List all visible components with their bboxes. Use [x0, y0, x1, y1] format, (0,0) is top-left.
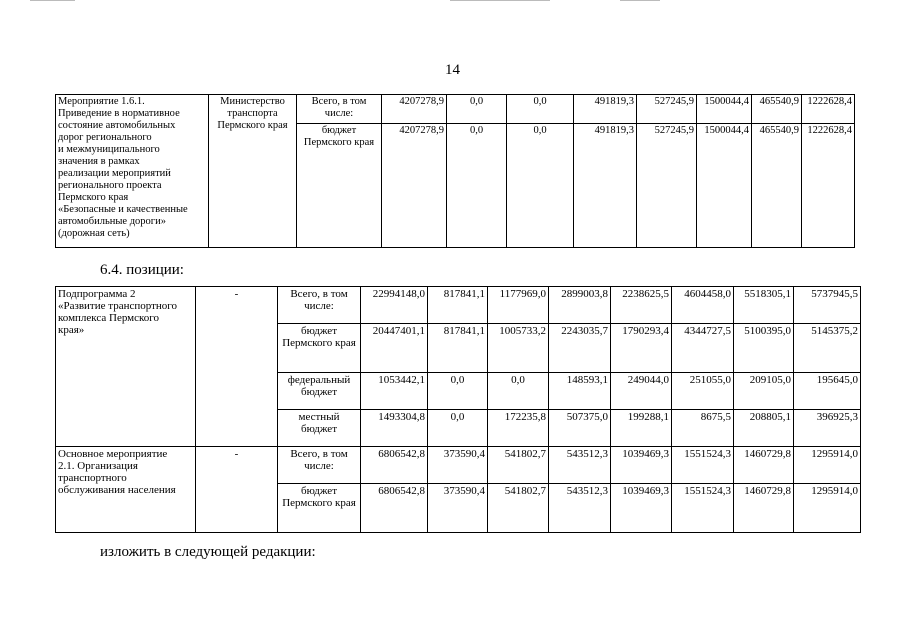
program-name-cell — [56, 287, 196, 447]
value-cell: 0,0 — [507, 124, 574, 248]
value-cell: 465540,9 — [752, 95, 802, 124]
value-cell: 527245,9 — [637, 95, 697, 124]
value-cell: 1039469,3 — [611, 484, 672, 533]
value-cell: 2243035,7 — [549, 324, 611, 373]
measure-name-line: дорог регионального — [58, 132, 152, 143]
value-cell: 527245,9 — [637, 124, 697, 248]
value-cell: 22994148,0 — [361, 287, 428, 324]
scan-artifact — [30, 0, 75, 1]
value-cell: 0,0 — [447, 124, 507, 248]
value-cell: 195645,0 — [794, 373, 861, 410]
value-cell: 541802,7 — [488, 447, 549, 484]
program-name-line: «Развитие транспортного — [58, 300, 178, 312]
value-cell: 6806542,8 — [361, 447, 428, 484]
value-cell: 1177969,0 — [488, 287, 549, 324]
value-cell: 4207278,9 — [382, 95, 447, 124]
page-number: 14 — [445, 62, 460, 78]
value-cell: 4604458,0 — [672, 287, 734, 324]
scan-artifact — [450, 0, 550, 1]
value-cell: 507375,0 — [549, 410, 611, 447]
value-cell: 4207278,9 — [382, 124, 447, 248]
program-name-line: комплекса Пермского — [58, 312, 160, 324]
measure-name-line: «Безопасные и качественные — [58, 204, 188, 215]
measure-name-line: 2.1. Организация — [58, 460, 138, 472]
value-cell: 817841,1 — [428, 324, 488, 373]
scan-artifact — [620, 0, 660, 1]
measure-name-line: обслуживания населения — [58, 484, 176, 496]
value-cell: 543512,3 — [549, 447, 611, 484]
value-cell: 1053442,1 — [361, 373, 428, 410]
value-cell: 148593,1 — [549, 373, 611, 410]
executor-line: Министерство — [220, 96, 285, 107]
value-cell: 1039469,3 — [611, 447, 672, 484]
measure-name-line: Приведение в нормативное — [58, 108, 180, 119]
value-cell: 172235,8 — [488, 410, 549, 447]
value-cell: 2899003,8 — [549, 287, 611, 324]
footer-text: изложить в следующей редакции: — [100, 544, 316, 560]
value-cell: 5145375,2 — [794, 324, 861, 373]
value-cell: 491819,3 — [574, 124, 637, 248]
value-cell: 1222628,4 — [802, 95, 855, 124]
value-cell: 1460729,8 — [734, 484, 794, 533]
measure-name-line: значения в рамках — [58, 156, 140, 167]
measure-1-6-1-table — [55, 94, 855, 248]
value-cell: 0,0 — [428, 410, 488, 447]
value-cell: 4344727,5 — [672, 324, 734, 373]
value-cell: 1460729,8 — [734, 447, 794, 484]
executor-cell: - — [196, 287, 278, 447]
measure-name-cell — [56, 447, 196, 533]
value-cell: 199288,1 — [611, 410, 672, 447]
measure-name-line: транспортного — [58, 472, 127, 484]
funding-source-cell: бюджет Пермского края — [297, 124, 382, 248]
value-cell: 208805,1 — [734, 410, 794, 447]
value-cell: 1295914,0 — [794, 484, 861, 533]
measure-name-line: (дорожная сеть) — [58, 228, 130, 239]
value-cell: 541802,7 — [488, 484, 549, 533]
measure-name-line: Основное мероприятие — [58, 448, 168, 460]
value-cell: 5737945,5 — [794, 287, 861, 324]
section-caption: 6.4. позиции: — [100, 262, 184, 278]
measure-name-line: автомобильные дороги» — [58, 216, 166, 227]
value-cell: 0,0 — [488, 373, 549, 410]
value-cell: 1493304,8 — [361, 410, 428, 447]
value-cell: 373590,4 — [428, 447, 488, 484]
value-cell: 1790293,4 — [611, 324, 672, 373]
measure-name-line: Мероприятие 1.6.1. — [58, 96, 145, 107]
value-cell: 491819,3 — [574, 95, 637, 124]
subprogram-2-table — [55, 286, 861, 533]
measure-name-line: и межмуниципального — [58, 144, 160, 155]
executor-cell: - — [196, 447, 278, 533]
program-name-line: края» — [58, 324, 85, 336]
value-cell: 2238625,5 — [611, 287, 672, 324]
value-cell: 817841,1 — [428, 287, 488, 324]
program-name-line: Подпрограмма 2 — [58, 288, 136, 300]
value-cell: 0,0 — [447, 95, 507, 124]
value-cell: 251055,0 — [672, 373, 734, 410]
measure-name-cell — [56, 95, 209, 248]
value-cell: 249044,0 — [611, 373, 672, 410]
value-cell: 543512,3 — [549, 484, 611, 533]
funding-source-cell: Всего, в том числе: — [278, 447, 361, 484]
value-cell: 1500044,4 — [697, 95, 752, 124]
funding-source-cell: Всего, в том числе: — [278, 287, 361, 324]
value-cell: 1551524,3 — [672, 447, 734, 484]
executor-line: Пермского края — [217, 120, 288, 131]
value-cell: 0,0 — [507, 95, 574, 124]
value-cell: 20447401,1 — [361, 324, 428, 373]
funding-source-cell: Всего, в том числе: — [297, 95, 382, 124]
value-cell: 0,0 — [428, 373, 488, 410]
value-cell: 1295914,0 — [794, 447, 861, 484]
funding-source-cell: федеральный бюджет — [278, 373, 361, 410]
funding-source-cell: местный бюджет — [278, 410, 361, 447]
value-cell: 1551524,3 — [672, 484, 734, 533]
value-cell: 373590,4 — [428, 484, 488, 533]
value-cell: 6806542,8 — [361, 484, 428, 533]
value-cell: 1005733,2 — [488, 324, 549, 373]
funding-source-cell: бюджет Пермского края — [278, 324, 361, 373]
measure-name-line: реализации мероприятий — [58, 168, 171, 179]
value-cell: 396925,3 — [794, 410, 861, 447]
value-cell: 465540,9 — [752, 124, 802, 248]
measure-name-line: Пермского края — [58, 192, 129, 203]
value-cell: 209105,0 — [734, 373, 794, 410]
value-cell: 5518305,1 — [734, 287, 794, 324]
value-cell: 5100395,0 — [734, 324, 794, 373]
value-cell: 1500044,4 — [697, 124, 752, 248]
measure-name-line: регионального проекта — [58, 180, 162, 191]
funding-source-cell: бюджет Пермского края — [278, 484, 361, 533]
executor-line: транспорта — [227, 108, 278, 119]
measure-name-line: состояние автомобильных — [58, 120, 176, 131]
executor-cell — [209, 95, 297, 248]
value-cell: 8675,5 — [672, 410, 734, 447]
value-cell: 1222628,4 — [802, 124, 855, 248]
